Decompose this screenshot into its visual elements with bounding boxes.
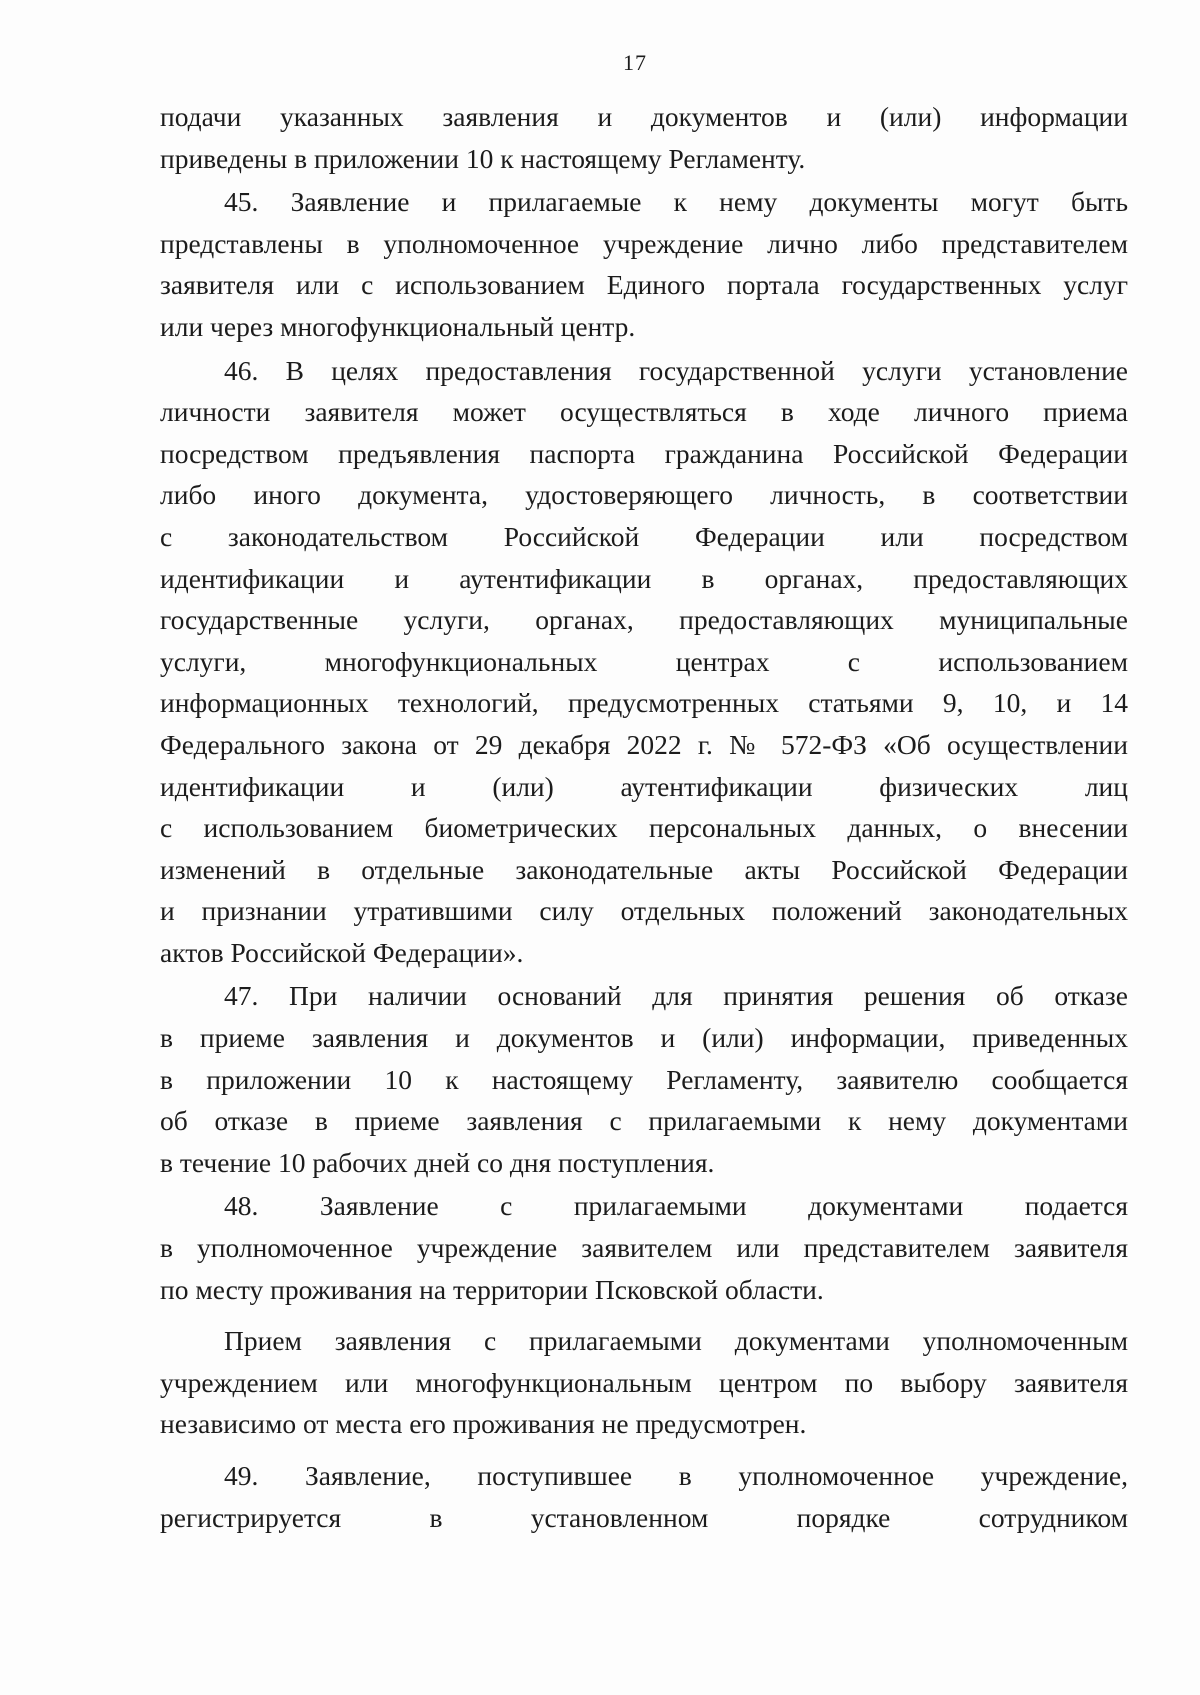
text-line: идентификации и (или) аутентификации физических лиц: [160, 770, 1128, 802]
text-line: посредством предъявления паспорта гражданина Российской Федерации: [160, 437, 1128, 469]
text-line: личности заявителя может осуществляться в ходе личного приема: [160, 396, 1128, 428]
paragraph-49: [160, 1455, 1128, 1538]
text-line: актов Российской Федерации».: [160, 936, 524, 968]
text-line: государственные услуги, органах, предоставляющих муниципальные: [160, 604, 1128, 636]
text-line: в приеме заявления и документов и (или) информации, приведенных: [160, 1022, 1128, 1054]
document-text-body: [160, 96, 1128, 1538]
text-line: в уполномоченное учреждение заявителем или представителем заявителя: [160, 1232, 1128, 1264]
text-line: Прием заявления с прилагаемыми документами уполномоченным: [224, 1325, 1128, 1357]
page-number: 17: [623, 50, 647, 75]
text-line: 45. Заявление и прилагаемые к нему документы могут быть: [224, 186, 1128, 218]
text-line: либо иного документа, удостоверяющего личность, в соответствии: [160, 479, 1128, 511]
text-line: об отказе в приеме заявления с прилагаемыми к нему документами: [160, 1105, 1128, 1137]
paragraph-48: [160, 1185, 1128, 1310]
text-line: 46. В целях предоставления государственной услуги установление: [224, 354, 1128, 386]
text-line: по месту проживания на территории Псковской области.: [160, 1273, 824, 1305]
text-line: 47. При наличии оснований для принятия решения об отказе: [224, 980, 1128, 1012]
text-line: и признании утратившими силу отдельных положений законодательных: [160, 895, 1128, 927]
text-line: представлены в уполномоченное учреждение лично либо представителем: [160, 227, 1128, 259]
text-line: заявителя или с использованием Единого портала государственных услуг: [160, 269, 1128, 301]
text-line: с использованием биометрических персональных данных, о внесении: [160, 812, 1128, 844]
text-line: изменений в отдельные законодательные акты Российской Федерации: [160, 853, 1128, 885]
text-line: приведены в приложении 10 к настоящему Регламенту.: [160, 142, 806, 174]
paragraph-continuation: [160, 96, 1128, 179]
text-line: или через многофункциональный центр.: [160, 310, 636, 342]
text-line: учреждением или многофункциональным центром по выбору заявителя: [160, 1366, 1128, 1398]
text-line: в течение 10 рабочих дней со дня поступления.: [160, 1146, 715, 1178]
text-line: информационных технологий, предусмотренных статьями 9, 10, и 14: [160, 687, 1128, 719]
paragraph-47: [160, 975, 1128, 1183]
text-line: услуги, многофункциональных центрах с использованием: [160, 645, 1128, 677]
text-line: подачи указанных заявления и документов и (или) информации: [160, 101, 1128, 132]
paragraph-46: [160, 350, 1128, 974]
text-line: идентификации и аутентификации в органах, предоставляющих: [160, 562, 1128, 594]
text-line: независимо от места его проживания не предусмотрен.: [160, 1408, 807, 1440]
text-line: регистрируется в установленном порядке сотрудником: [160, 1501, 1128, 1533]
text-line: в приложении 10 к настоящему Регламенту, заявителю сообщается: [160, 1063, 1128, 1095]
text-line: 48. Заявление с прилагаемыми документами подается: [224, 1190, 1128, 1222]
text-line: 49. Заявление, поступившее в уполномоченное учреждение,: [224, 1460, 1128, 1491]
text-line: с законодательством Российской Федерации или посредством: [160, 520, 1128, 552]
paragraph-45: [160, 181, 1128, 347]
text-line: Федерального закона от 29 декабря 2022 г. № 572-ФЗ «Об осуществлении: [160, 728, 1128, 760]
paragraph-48-reception: [160, 1320, 1128, 1445]
